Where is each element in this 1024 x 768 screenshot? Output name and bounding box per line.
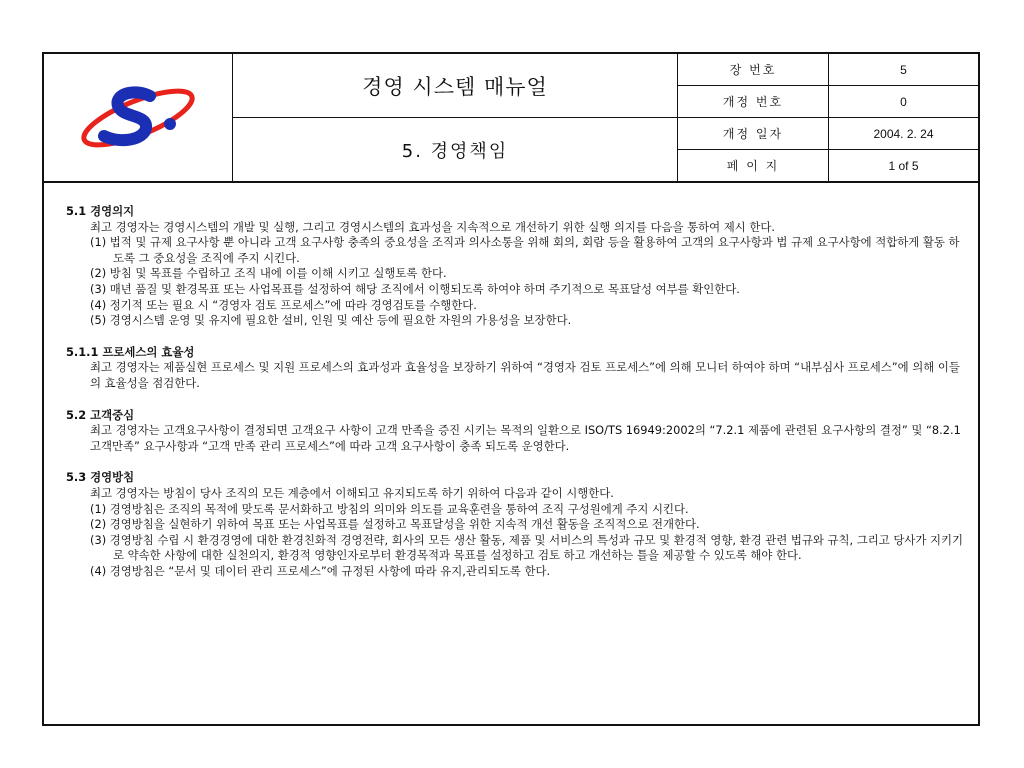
list-item: (1) 경영방침은 조직의 목적에 맞도록 문서화하고 방침의 의미와 의도를 교육훈련을 통하여 조직 구성원에게 주지 시킨다. xyxy=(90,501,689,516)
section-title: 5.2 고객중심 xyxy=(66,407,135,422)
list-item: (3) 매년 품질 및 환경목표 또는 사업목표를 설정하여 해당 조직에서 이행되도록 하여야 하며 주기적으로 목표달성 여부를 확인한다. xyxy=(90,281,740,296)
list-item: (2) 경영방침을 실현하기 위하여 목표 또는 사업목표를 설정하고 목표달성을 위한 지속적 개선 활동을 조직적으로 전개한다. xyxy=(90,517,700,532)
chapter-title: 5. 경영책임 xyxy=(233,118,678,181)
section-5-2 xyxy=(66,408,966,455)
meta-value: 0 xyxy=(900,94,907,109)
list-item: (3) 경영방침 수립 시 환경경영에 대한 환경친화적 경영전략, 회사의 모든 생산 활동, 제품 및 서비스의 특성과 규모 및 환경적 영향, 환경 관련 법규와 규칙, 그리고 당사가 지키기로 약속한 사항에 대한 실천의지, 환경적 영향인자로부터 환경목적과 목표를 설정하고 검토 하고 개선하는 틀을 제공할 수 있도록 해야 한다. xyxy=(90,532,963,563)
section-5-3 xyxy=(66,470,966,579)
meta-value: 1 of 5 xyxy=(888,158,919,173)
meta-value: 5 xyxy=(900,62,907,77)
list-item: (2) 방침 및 목표를 수립하고 조직 내에 이를 이해 시키고 실행토록 한다. xyxy=(90,266,447,281)
section-title: 5.3 경영방침 xyxy=(66,470,135,485)
meta-row-chapter xyxy=(678,54,978,86)
manual-title: 경영 시스템 매뉴얼 xyxy=(233,54,678,118)
company-logo-icon xyxy=(76,74,200,160)
meta-label: 개정 일자 xyxy=(678,118,829,149)
list-item: (5) 경영시스템 운영 및 유지에 필요한 설비, 인원 및 예산 등에 필요한 자원의 가용성을 보장한다. xyxy=(90,313,572,328)
meta-label: 장 번호 xyxy=(678,54,829,85)
document-frame xyxy=(42,52,980,726)
document-meta-table xyxy=(678,54,978,181)
list-item: (1) 법적 및 규제 요구사항 뿐 아니라 고객 요구사항 충족의 중요성을 조직과 의사소통을 위해 회의, 회람 등을 활용하여 고객의 요구사항과 법 규제 요구사항에 적합하게 활동 하도록 그 중요성을 조직에 주지 시킨다. xyxy=(90,235,960,265)
section-intro: 최고 경영자는 방침이 당사 조직의 모든 계층에서 이해되고 유지되도록 하기 위하여 다음과 같이 시행한다. xyxy=(90,485,614,500)
meta-row-revision-date xyxy=(678,118,978,150)
section-body: 최고 경영자는 고객요구사항이 결정되면 고객요구 사항이 고객 만족을 증진 시키는 목적의 일환으로 ISO/TS 16949:2002의 “7.2.1 제품에 관련된 요구사항의 결정” 및 “8.2.1 고객만족” 요구사항과 “고객 만족 관리 프로세스”에 따라 고객 요구사항이 충족 되도록 운영한다. xyxy=(90,423,961,453)
section-intro: 최고 경영자는 경영시스템의 개발 및 실행, 그리고 경영시스템의 효과성을 지속적으로 개선하기 위한 실행 의지를 다음을 통하여 제시 한다. xyxy=(90,219,775,234)
document-body xyxy=(66,204,966,579)
meta-value: 2004. 2. 24 xyxy=(873,126,934,141)
meta-label: 개정 번호 xyxy=(678,86,829,117)
logo-cell xyxy=(44,54,233,181)
section-5-1 xyxy=(66,204,966,329)
section-body: 최고 경영자는 제품실현 프로세스 및 지원 프로세스의 효과성과 효율성을 보장하기 위하여 “경영자 검토 프로세스”에 의해 모니터 하여야 하며 “내부심사 프로세스”에 의해 이들의 효율성을 점검한다. xyxy=(90,360,960,390)
list-item: (4) 경영방침은 “문서 및 데이터 관리 프로세스”에 규정된 사항에 따라 유지,관리되도록 한다. xyxy=(90,563,551,578)
list-item: (4) 정기적 또는 필요 시 “경영자 검토 프로세스”에 따라 경영검토를 수행한다. xyxy=(90,297,477,312)
section-5-1-1 xyxy=(66,345,966,392)
meta-label: 페 이 지 xyxy=(678,150,829,181)
meta-row-revision xyxy=(678,86,978,118)
meta-row-page xyxy=(678,150,978,181)
section-title: 5.1.1 프로세스의 효율성 xyxy=(66,344,195,359)
section-title: 5.1 경영의지 xyxy=(66,204,135,218)
document-header xyxy=(44,54,978,183)
